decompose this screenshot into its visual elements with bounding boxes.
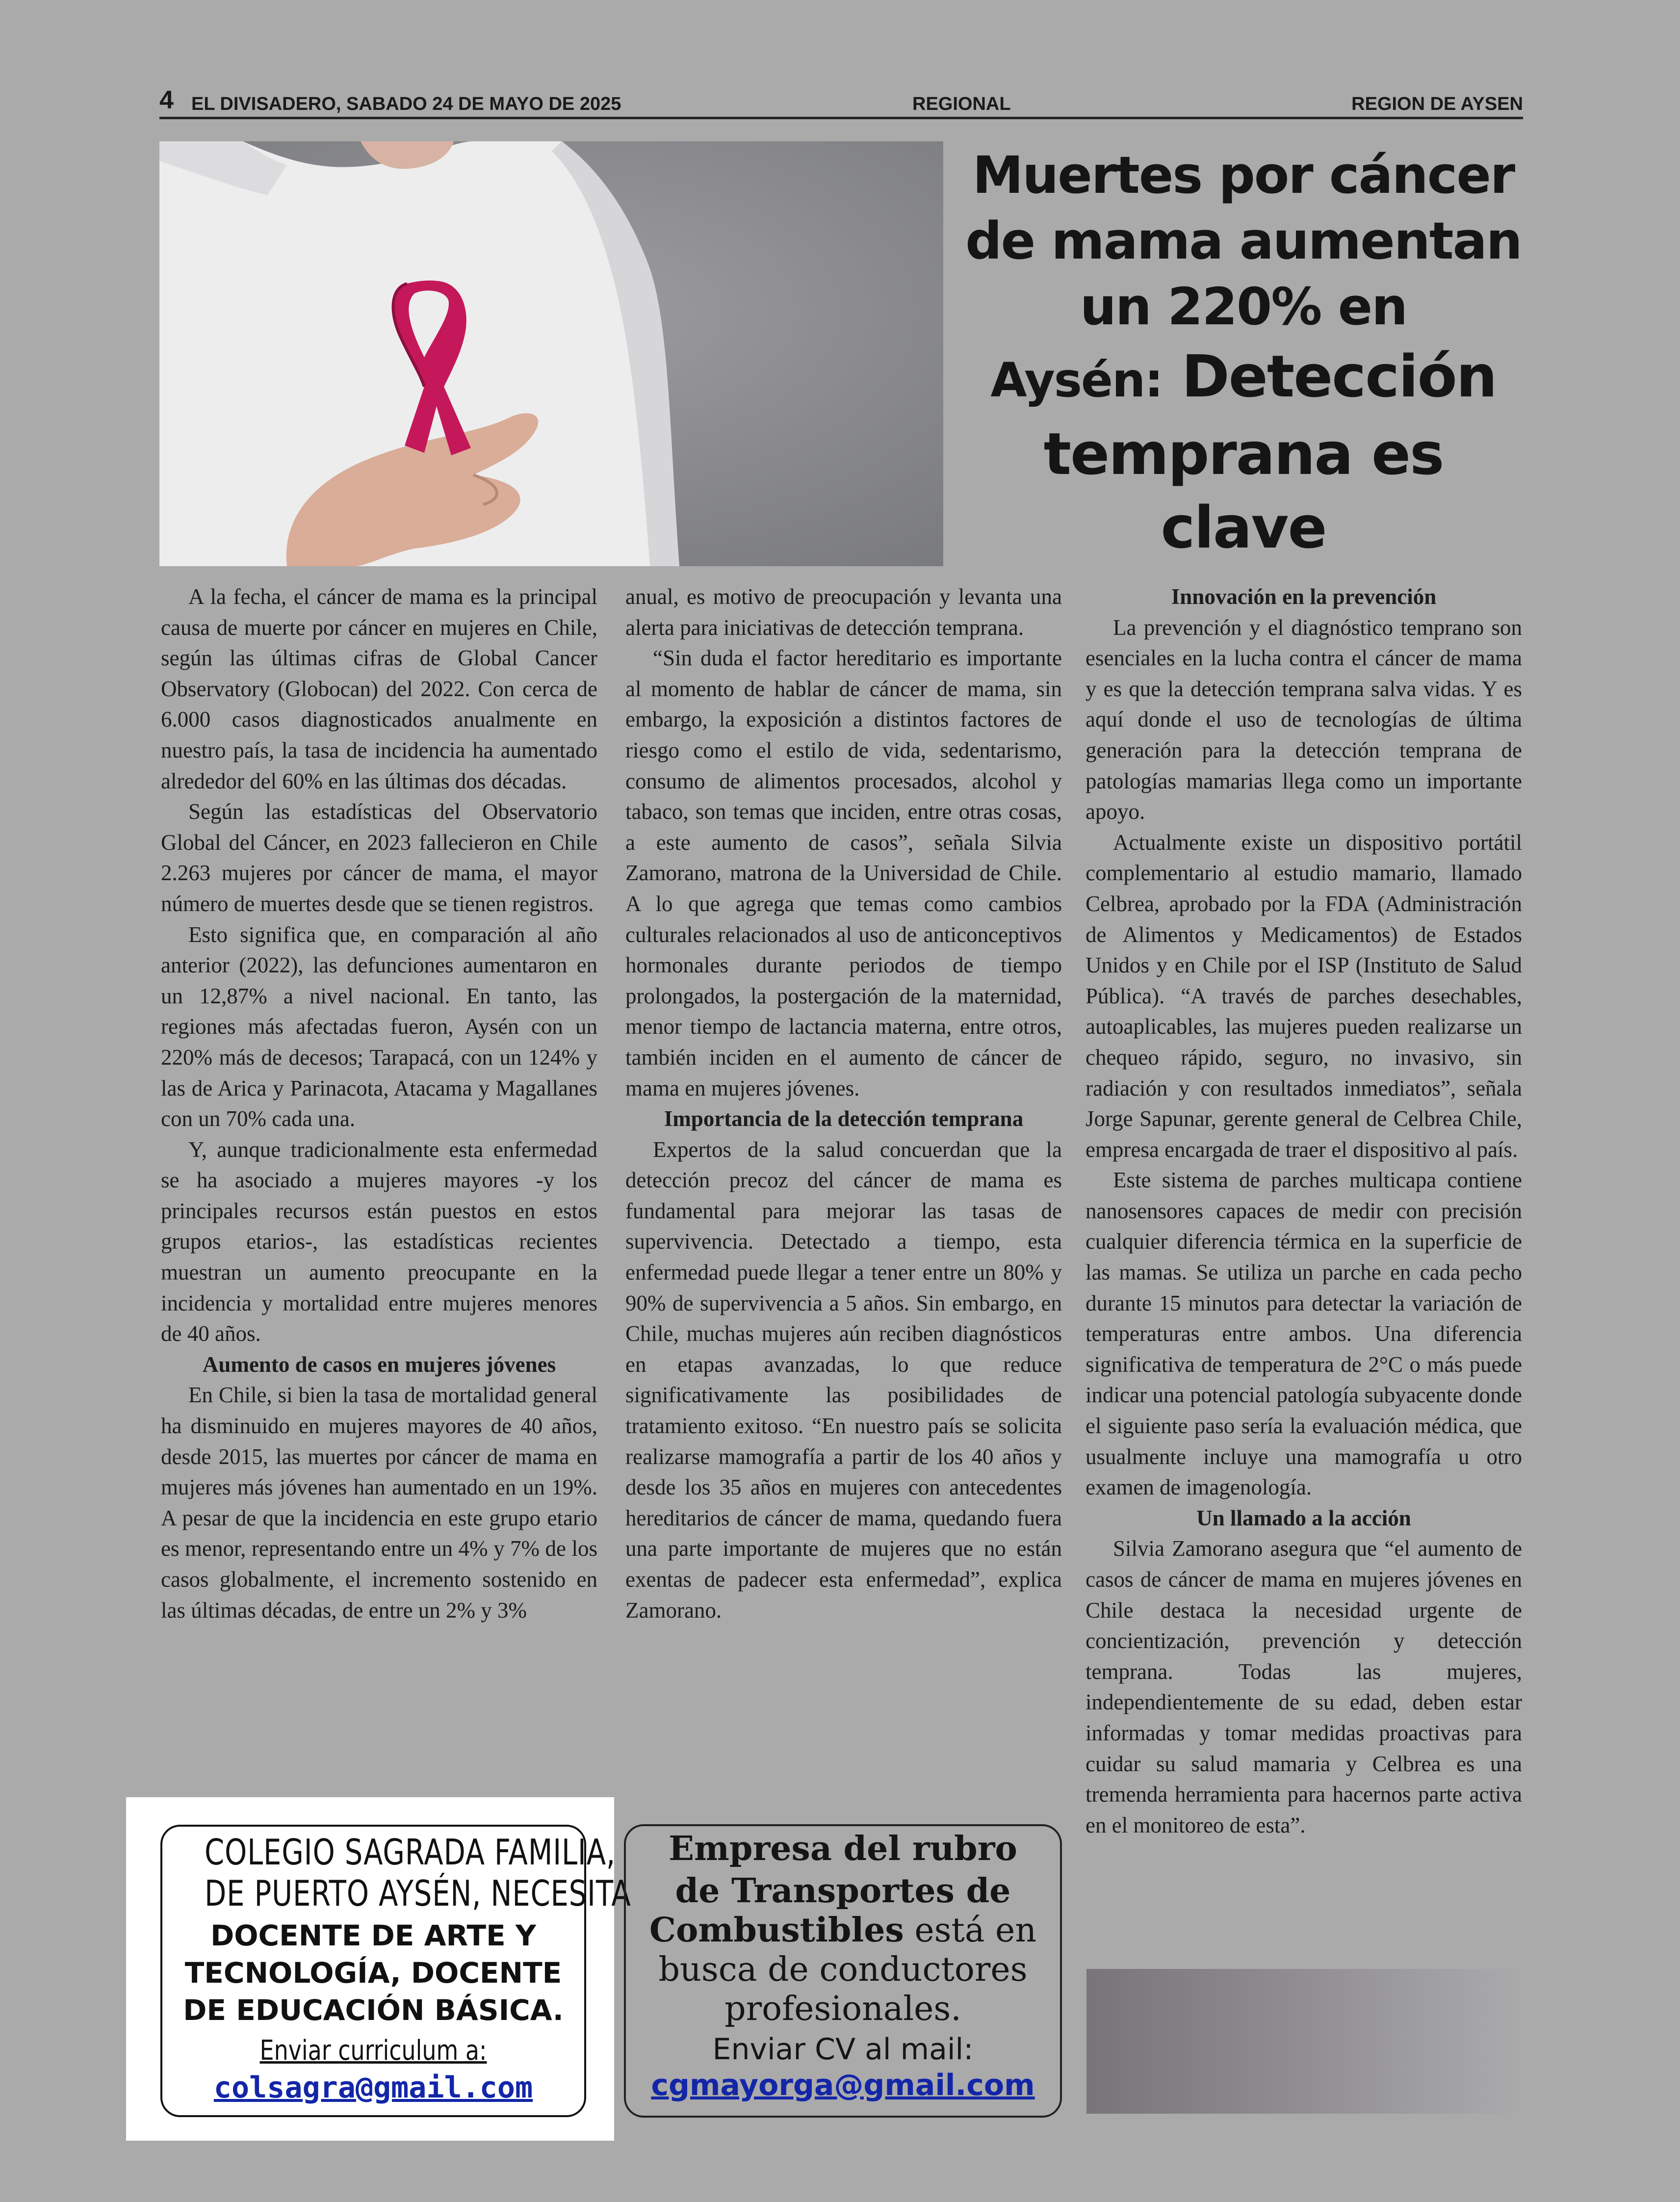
article-column-2	[625, 581, 1062, 1625]
school-email-link[interactable]: colsagra@gmail.com	[213, 2071, 533, 2105]
paragraph: A la fecha, el cáncer de mama es la principal causa de muerte por cáncer en mujeres en Chile, según las últimas cifras de Global Cancer Observatory (Globocan) del 2022. Con cerca de 6.000 casos diagnosticados anualmente en nuestro país, la tasa de incidencia ha aumentado alrededor del 60% en las últimas dos décadas.	[161, 584, 597, 793]
page-header	[159, 83, 1523, 119]
paragraph: Y, aunque tradicionalmente esta enfermedad se ha asociado a mujeres mayores -y los principales recursos están puestos en estos grupos etarios-, las estadísticas recientes muestran un aumento preocupante en la incidencia y mortalidad entre mujeres menores de 40 años.	[161, 1137, 597, 1346]
ad-line: está en	[914, 1911, 1037, 1950]
headline-line-1: Muertes por cáncer	[972, 145, 1515, 205]
ad-line: DE PUERTO AYSÉN, NECESITA	[205, 1873, 631, 1914]
section-label: REGIONAL	[912, 94, 1011, 114]
subheading: Aumento de casos en mujeres jóvenes	[202, 1352, 556, 1377]
ad-line: Combustibles	[649, 1911, 904, 1950]
subheading: Importancia de la detección temprana	[664, 1106, 1024, 1131]
paragraph: Esto significa que, en comparación al año anterior (2022), las defunciones aumentaron en un 12,87% a nivel nacional. En tanto, las regiones más afectadas fueron, Aysén con un 220% más de decesos; Tarapacá, con un 124% y las de Arica y Parinacota, Atacama y Magallanes con un 70% cada una.	[161, 922, 597, 1131]
subheading: Un llamado a la acción	[1196, 1505, 1411, 1530]
headline	[961, 142, 1525, 564]
headline-line-4b: Detección	[1181, 342, 1497, 410]
paragraph: Según las estadísticas del Observatorio Global del Cáncer, en 2023 fallecieron en Chile 2.263 mujeres por cáncer de mama, el mayor número de muertes desde que se tienen registros.	[161, 799, 597, 916]
ad-line: DE EDUCACIÓN BÁSICA.	[183, 1993, 564, 2027]
page-number: 4	[159, 86, 174, 114]
subheading: Innovación en la prevención	[1171, 584, 1437, 609]
article-photo	[159, 141, 943, 566]
ad-line: Enviar CV al mail:	[712, 2032, 974, 2067]
paragraph: Expertos de la salud concuerdan que la detección precoz del cáncer de mama es fundamental para mejorar las tasas de supervivencia. Detectado a tiempo, esta enfermedad puede llegar a tener entre un 80% y 90% de supervivencia a 5 años. Sin embargo, en Chile, muchas mujeres aún reciben diagnósticos en etapas avanzadas, lo que reduce significativamente las posibilidades de tratamiento exitoso. “En nuestro país se solicita realizarse mamografía a partir de los 40 años y desde los 35 años en mujeres con antecedentes hereditarios de cáncer de mama, quedando fuera una parte importante de mujeres que no están exentas de padecer esta enfermedad”, explica Zamorano.	[625, 1137, 1062, 1623]
paragraph: “Sin duda el factor hereditario es importante al momento de hablar de cáncer de mama, sin embargo, la exposición a distintos factores de riesgo como el estilo de vida, sedentarismo, consumo de alimentos procesados, alcohol y tabaco, son temas que inciden, entre otras cosas, a este aumento de casos”, señala Silvia Zamorano, matrona de la Universidad de Chile. A lo que agrega que temas como cambios culturales relacionados al uso de anticonceptivos hormonales durante periodos de tiempo prolongados, la postergación de la maternidad, menor tiempo de lactancia materna, entre otros, también inciden en el aumento de cáncer de mama en mujeres jóvenes.	[625, 646, 1062, 1101]
paragraph: Silvia Zamorano asegura que “el aumento de casos de cáncer de mama en mujeres jóvenes en Chile destaca la necesidad urgente de concientización, prevención y detección temprana. Todas las mujeres, independientemente de su edad, deben estar informadas y tomar medidas proactivas para cuidar su salud mamaria y Celbrea es una tremenda herramienta para hacernos parte activa en el monitoreo de esta”.	[1086, 1536, 1522, 1837]
ad-line: TECNOLOGÍA, DOCENTE	[184, 1956, 562, 1990]
ad-line: COLEGIO SAGRADA FAMILIA,	[205, 1832, 616, 1873]
school-job-ad	[126, 1797, 631, 2141]
article-column-3	[1086, 581, 1522, 1840]
headline-line-3: un 220% en	[1080, 277, 1407, 337]
ad-line: de Transportes de	[675, 1871, 1011, 1911]
paragraph: En Chile, si bien la tasa de mortalidad general ha disminuido en mujeres mayores de 40 años, desde 2015, las muertes por cáncer de mama en mujeres más jóvenes han aumentado en un 19%. A pesar de que la incidencia en este grupo etario es menor, representando entre un 4% y 7% de los casos globalmente, el incremento sostenido en las últimas décadas, de entre un 2% y 3%	[161, 1383, 597, 1623]
transport-email-link[interactable]: cgmayorga@gmail.com	[651, 2068, 1035, 2102]
paragraph: Este sistema de parches multicapa contiene nanosensores capaces de medir con precisión cualquier diferencia térmica en la superficie de las mamas. Se utiliza un parche en cada pecho durante 15 minutos para detectar la variación de temperaturas entre ambos. Una diferencia significativa de temperatura de 2°C o más puede indicar una potencial patología subyacente donde el siguiente paso sería la evaluación médica, que usualmente incluye una mamografía u otro examen de imagenología.	[1086, 1168, 1522, 1500]
blurred-ad-block	[1086, 1969, 1513, 2114]
region-label: REGION DE AYSEN	[1351, 94, 1523, 114]
ad-line: Enviar curriculum a:	[259, 2035, 487, 2067]
ad-line: busca de conductores	[658, 1950, 1028, 1989]
ad-line: profesionales.	[724, 1990, 961, 2028]
article-column-1	[161, 581, 597, 1625]
school-ad-frame	[160, 1825, 631, 2117]
headline-line-4a: Aysén:	[990, 353, 1163, 408]
ad-line: Empresa del rubro	[669, 1829, 1017, 1868]
paragraph: Actualmente existe un dispositivo portátil complementario al estudio mamario, llamado Celbrea, aprobado por la FDA (Administración de Alimentos y Medicamentos) de Estados Unidos y en Chile por el ISP (Instituto de Salud Pública). “A través de parches desechables, autoaplicables, las mujeres pueden realizarse un chequeo rápido, seguro, no invasivo, sin radiación y con resultados inmediatos”, señala Jorge Sapunar, gerente general de Celbrea Chile, empresa encargada de traer el dispositivo al país.	[1086, 830, 1522, 1162]
pink-ribbon-photo	[159, 141, 943, 566]
paragraph: La prevención y el diagnóstico temprano son esenciales en la lucha contra el cáncer de mama y es que la detección temprana salva vidas. Y es aquí donde el uso de tecnologías de última generación para la detección temprana de patologías mamarias llega como un importante apoyo.	[1086, 615, 1522, 824]
ad-line: DOCENTE DE ARTE Y	[210, 1919, 536, 1952]
headline-line-5: temprana es clave	[1043, 420, 1444, 561]
edition-line: EL DIVISADERO, SABADO 24 DE MAYO DE 2025	[191, 94, 621, 114]
headline-line-2: de mama aumentan	[965, 211, 1522, 271]
transport-job-ad	[624, 1824, 1062, 2118]
paragraph: anual, es motivo de preocupación y levanta una alerta para iniciativas de detección temprana.	[625, 584, 1062, 640]
